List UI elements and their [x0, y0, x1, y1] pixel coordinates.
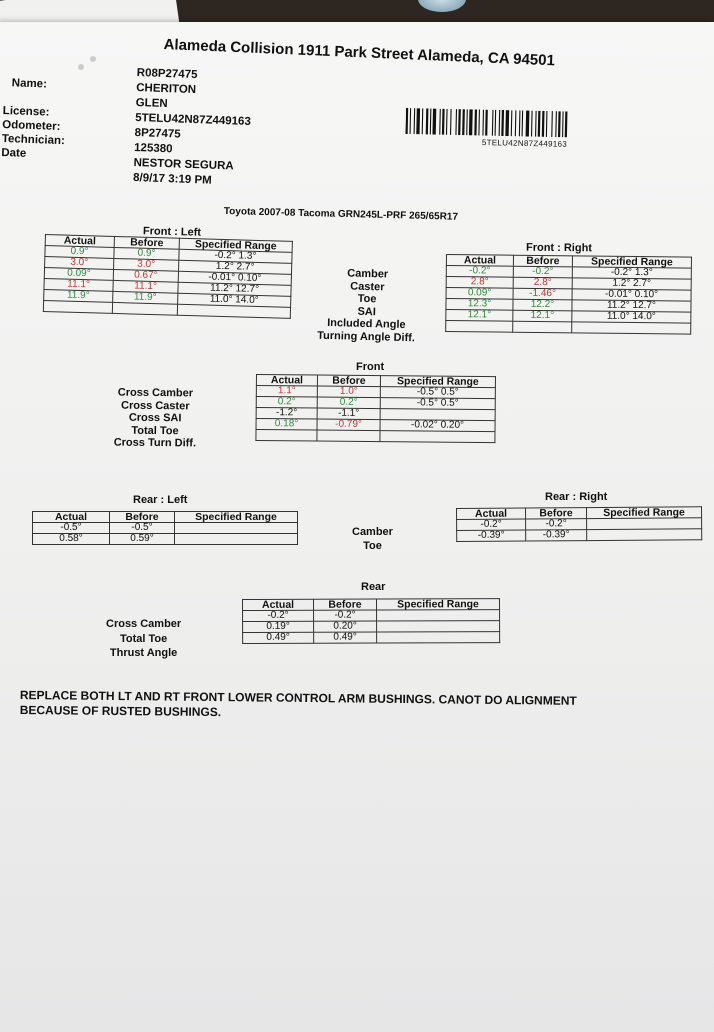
row-label-sai: SAI [357, 305, 377, 318]
range-cell [587, 529, 702, 541]
range-cell: -0.5° 0.5° [380, 398, 495, 410]
before-cell: 0.49° [314, 632, 377, 643]
before-cell: 11.1° [113, 280, 178, 293]
col-actual: Actual [45, 235, 114, 248]
table-row [243, 610, 500, 622]
before-cell: 0.20° [314, 621, 377, 632]
range-cell [377, 610, 500, 621]
front-right-title: Front : Right [525, 241, 593, 255]
table-row [33, 523, 298, 534]
actual-cell: 0.58° [33, 534, 110, 545]
col-before: Before [110, 512, 175, 523]
before-cell: 0.2° [317, 397, 380, 409]
range-cell: 11.2° 12.7° [572, 300, 691, 312]
range-cell [587, 518, 702, 530]
actual-cell: 0.09° [446, 288, 513, 300]
row-label-cross-sai: Cross SAI [128, 411, 182, 425]
table-row [256, 430, 495, 443]
col-before: Before [114, 236, 179, 249]
before-cell: -0.79° [317, 419, 380, 431]
actual-cell: 0.19° [243, 621, 314, 632]
before-cell: 12.1° [513, 310, 572, 322]
front-left-title: Front : Left [142, 225, 202, 239]
col-actual: Actual [446, 255, 513, 267]
range-cell: 11.0° 14.0° [178, 293, 291, 307]
actual-cell: 11.9° [44, 289, 113, 302]
col-actual: Actual [457, 508, 526, 519]
bottle-cap [418, 0, 466, 12]
actual-cell [446, 321, 513, 333]
rear-right-table [456, 506, 702, 542]
before-cell: 11.9° [113, 291, 178, 304]
actual-cell: -0.39° [457, 530, 526, 541]
row-label-cross-caster: Cross Caster [120, 399, 190, 412]
row-label-rear-total-toe: Total Toe [119, 632, 168, 645]
header-labels [1, 76, 67, 162]
actual-cell: 12.1° [446, 310, 513, 322]
col-specified-range: Specified Range [572, 256, 691, 268]
customer-last-name: CHERITON [136, 81, 197, 97]
before-cell [513, 321, 572, 333]
before-cell: -0.2° [526, 519, 587, 530]
row-label-rear-camber: Camber [352, 526, 393, 538]
actual-cell [256, 430, 317, 442]
actual-cell: 2.8° [446, 277, 513, 289]
customer-first-name: GLEN [135, 96, 168, 111]
row-label-camber: Camber [347, 267, 389, 281]
range-cell: 1.2° 2.7° [572, 278, 691, 290]
col-specified-range: Specified Range [380, 376, 495, 388]
actual-cell: 0.18° [256, 419, 317, 431]
date-value: 8/9/17 3:19 PM [132, 171, 212, 187]
actual-cell: 0.9° [45, 246, 114, 259]
actual-cell: -1.2° [256, 408, 317, 420]
before-cell: -0.5° [110, 523, 175, 534]
label-license: License: [2, 104, 50, 119]
actual-cell: 0.09° [44, 268, 113, 281]
range-cell: -0.01° 0.10° [572, 289, 691, 301]
before-cell: -0.2° [314, 610, 377, 621]
row-label-thrust-angle: Thrust Angle [109, 647, 178, 659]
actual-cell: 12.3° [446, 299, 513, 311]
range-cell: 11.2° 12.7° [178, 282, 291, 296]
before-cell: 1.0° [317, 386, 380, 398]
label-name: Name: [11, 77, 48, 91]
before-cell: 2.8° [513, 277, 572, 289]
actual-cell: -0.2° [457, 519, 526, 530]
row-label-rear-cross-camber: Cross Camber [106, 618, 182, 630]
row-label-toe: Toe [357, 292, 377, 306]
row-label-cross-camber: Cross Camber [117, 386, 194, 400]
before-cell: -0.2° [513, 266, 572, 278]
col-actual: Actual [33, 512, 110, 523]
range-cell: -0.5° 0.5° [380, 387, 495, 399]
front-cross-title: Front [356, 361, 385, 373]
rear-left-title: Rear : Left [133, 494, 188, 506]
before-cell [317, 430, 380, 442]
odometer-value: 125380 [133, 141, 173, 156]
before-cell: 3.0° [114, 258, 179, 271]
front-cross-table [255, 374, 496, 443]
shop-title: Alameda Collision 1911 Park Street Alameda, CA 94501 [163, 36, 556, 70]
row-label-cross-turn-diff: Cross Turn Diff. [113, 436, 197, 450]
before-cell: -1.1° [317, 408, 380, 420]
col-actual: Actual [256, 375, 317, 387]
front-row-labels [317, 267, 417, 345]
range-cell: -0.2° 1.3° [572, 267, 691, 279]
range-cell: -0.2° 1.3° [179, 249, 292, 263]
range-cell [572, 322, 691, 334]
col-before: Before [317, 375, 380, 387]
table-row [243, 632, 500, 644]
range-cell [175, 534, 298, 545]
row-label-caster: Caster [350, 280, 385, 293]
col-actual: Actual [243, 599, 314, 610]
before-cell: 0.67° [113, 269, 178, 282]
table-row [457, 529, 702, 542]
repair-order: R08P27475 [136, 66, 198, 82]
rear-cross-title: Rear [361, 581, 386, 593]
actual-cell: -0.2° [243, 610, 314, 621]
label-date: Date [1, 146, 27, 160]
punch-hole [78, 64, 84, 70]
table-row [33, 534, 298, 545]
row-label-rear-toe: Toe [363, 540, 382, 552]
row-label-turning-angle-diff: Turning Angle Diff. [317, 329, 416, 344]
vehicle-description: Toyota 2007-08 Tacoma GRN245L-PRF 265/65R17 [223, 206, 459, 223]
table-row [243, 621, 500, 633]
front-right-table [445, 254, 692, 335]
range-cell [377, 621, 500, 632]
label-technician: Technician: [1, 132, 66, 148]
rear-left-table [32, 511, 298, 545]
rear-row-labels [352, 525, 393, 553]
technician-value: NESTOR SEGURA [133, 156, 234, 173]
vin-value: 5TELU42N87Z449163 [134, 111, 252, 129]
header-values [133, 66, 253, 190]
label-odometer: Odometer: [2, 118, 61, 133]
range-cell [380, 431, 495, 443]
rear-cross-table [242, 598, 500, 644]
col-before: Before [314, 599, 377, 610]
vin-barcode [405, 108, 655, 139]
row-label-included-angle: Included Angle [327, 316, 406, 332]
col-before: Before [513, 255, 572, 267]
before-cell: 12.2° [513, 299, 572, 311]
note-line-2: BECAUSE OF RUSTED BUSHINGS. [19, 702, 222, 720]
row-label-total-toe: Total Toe [131, 424, 179, 437]
barcode-caption: 5TELU42N87Z449163 [481, 138, 568, 149]
front-cross-row-labels [114, 387, 197, 450]
col-before: Before [526, 508, 587, 519]
before-cell: -1.46° [513, 288, 572, 300]
rear-cross-row-labels [106, 617, 181, 661]
before-cell: 0.59° [110, 534, 175, 545]
actual-cell: 0.2° [256, 397, 317, 409]
actual-cell [43, 300, 112, 313]
front-left-table [43, 234, 293, 319]
actual-cell: 11.1° [44, 278, 113, 291]
table-row [446, 321, 691, 335]
range-cell: 1.2° 2.7° [179, 260, 292, 274]
actual-cell: 3.0° [45, 257, 114, 270]
note-line-1: REPLACE BOTH LT AND RT FRONT LOWER CONTROL ARM BUSHINGS. CANOT DO ALIGNMENT [19, 688, 577, 708]
col-specified-range: Specified Range [179, 238, 292, 252]
actual-cell: 1.1° [256, 386, 317, 398]
license-value: 8P27475 [134, 126, 181, 141]
actual-cell: 0.49° [243, 632, 314, 643]
col-specified-range: Specified Range [175, 512, 298, 523]
range-cell: -0.02° 0.20° [380, 420, 495, 432]
before-cell: -0.39° [526, 530, 587, 541]
range-cell: -0.01° 0.10° [178, 271, 291, 285]
before-cell [112, 302, 177, 315]
col-specified-range: Specified Range [587, 507, 702, 519]
range-cell [175, 523, 298, 534]
col-specified-range: Specified Range [377, 599, 500, 610]
range-cell [377, 632, 500, 643]
range-cell: 11.0° 14.0° [572, 311, 691, 323]
punch-hole [90, 56, 96, 62]
before-cell: 0.9° [114, 247, 179, 260]
actual-cell: -0.2° [446, 266, 513, 278]
rear-right-title: Rear : Right [545, 491, 608, 503]
actual-cell: -0.5° [33, 523, 110, 534]
